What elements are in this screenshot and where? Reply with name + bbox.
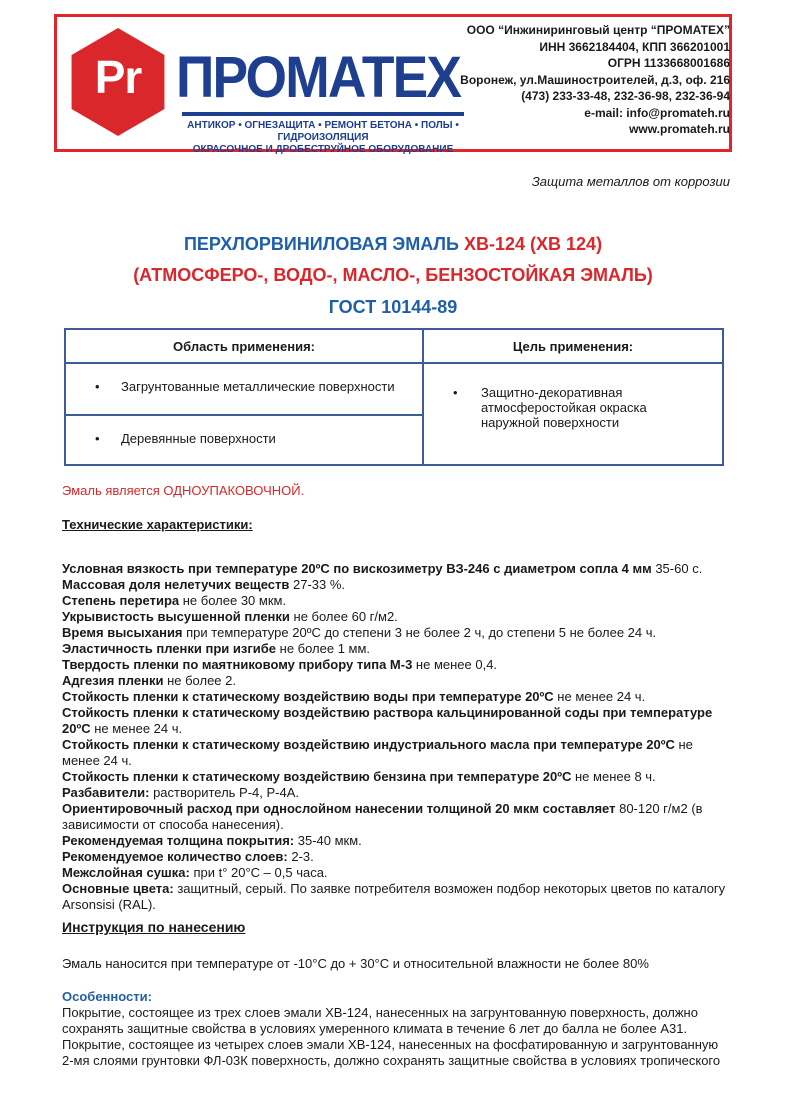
spec-item [62, 865, 726, 881]
spec-label: Рекомендуемое количество слоев: [62, 849, 288, 864]
spec-item [62, 785, 726, 801]
spec-label: Адгезия пленки [62, 673, 164, 688]
spec-label: Степень перетира [62, 593, 180, 608]
spec-item [62, 673, 726, 689]
features-text [62, 1005, 732, 1069]
company-address: Воронеж, ул.Машиностроителей, д.3, оф. 216 [460, 72, 730, 87]
spec-item [62, 593, 726, 609]
table-header-area: Область применения: [65, 329, 423, 363]
document-subtitle: Защита металлов от коррозии [531, 174, 730, 189]
spec-label: Укрывистость высушенной пленки [62, 609, 290, 624]
spec-item [62, 801, 726, 833]
features-line: 2-мя слоями грунтовки ФЛ-03К поверхность, должно сохранять защитные свойства в условиях тропического [62, 1053, 721, 1068]
spec-value: при температуре 20ºС до степени 3 не более 2 ч, до степени 5 не более 24 ч. [182, 625, 657, 640]
spec-value: не более 30 мкм. [179, 593, 287, 608]
spec-item [62, 849, 726, 865]
spec-label: Ориентировочный расход при однослойном нанесении толщиной 20 мкм составляет [62, 801, 616, 816]
spec-label: Стойкость пленки к статическому воздействию раствора кальцинированной соды при температуре 20ºС [62, 705, 713, 736]
instruction-text: Эмаль наносится при температуре от -10°С до + 30°С и относительной влажности не более 80% [62, 956, 649, 971]
spec-value: не более 2. [163, 673, 236, 688]
application-table [64, 328, 724, 466]
bullet-icon: • [95, 431, 100, 446]
instruction-heading: Инструкция по нанесению [62, 919, 246, 935]
logo-mark: Pr [94, 51, 142, 103]
features-heading: Особенности: [62, 989, 152, 1004]
spec-item [62, 737, 726, 769]
spec-label: Основные цвета: [62, 881, 174, 896]
title-product-code: ХВ-124 (ХВ 124) [464, 234, 603, 254]
brand-underline [182, 112, 464, 116]
spec-label: Эластичность пленки при изгибе [62, 641, 277, 656]
spec-label: Рекомендуемая толщина покрытия: [62, 833, 295, 848]
spec-value: не менее 0,4. [412, 657, 498, 672]
company-ogrn: ОГРН 1133668001686 [607, 56, 730, 70]
company-website: www.promateh.ru [629, 122, 730, 136]
spec-label: Условная вязкость при температуре 20ºС по вискозиметру ВЗ-246 с диаметром сопла 4 мм [62, 561, 652, 576]
area-item-metal [65, 363, 423, 415]
spec-value: не менее 24 ч. [90, 721, 183, 736]
spec-list [62, 561, 726, 913]
spec-label: Разбавители: [62, 785, 150, 800]
spec-item [62, 881, 726, 913]
spec-label: Стойкость пленки к статическому воздействию индустриального масла при температуре 20ºС [62, 737, 675, 752]
spec-value: 80-120 г/м2 (в зависимости от способа нанесения). [62, 801, 703, 832]
spec-label: Межслойная сушка: [62, 865, 190, 880]
title-line-2: (АТМОСФЕРО-, ВОДО-, МАСЛО-, БЕНЗОСТОЙКАЯ ЭМАЛЬ) [133, 265, 653, 285]
tech-heading: Технические характеристики: [62, 517, 253, 532]
purpose-item [423, 363, 723, 465]
purpose-item-label: Защитно-декоративная атмосферостойкая окраска наружной поверхности [481, 385, 647, 430]
spec-value: не менее 8 ч. [571, 769, 656, 784]
features-line: сохранять защитные свойства в условиях умеренного климата в течение 6 лет до балла не более А31. [62, 1021, 688, 1036]
spec-item [62, 769, 726, 785]
table-header-purpose: Цель применения: [423, 329, 723, 363]
spec-label: Стойкость пленки к статическому воздействию бензина при температуре 20ºС [62, 769, 572, 784]
spec-value: не менее 24 ч. [553, 689, 646, 704]
features-line: Покрытие, состоящее из трех слоев эмали ХВ-124, нанесенных на загрунтованную поверхность, должно [62, 1005, 698, 1020]
brand-name: ПРОМАТЕХ [176, 45, 461, 110]
spec-label: Время высыхания [62, 625, 183, 640]
title-line-1 [0, 234, 786, 255]
title-product-type: ПЕРХЛОРВИНИЛОВАЯ ЭМАЛЬ [183, 234, 459, 254]
spec-value: 35-60 с. [651, 561, 703, 576]
area-item-label: Деревянные поверхности [121, 431, 276, 446]
company-inn: ИНН 3662184404, КПП 366201001 [539, 39, 730, 54]
spec-value: при t° 20°С – 0,5 часа. [189, 865, 328, 880]
spec-item [62, 577, 726, 593]
spec-value: не менее 24 ч. [62, 737, 693, 768]
company-name: ООО “Инжиниринговый центр “ПРОМАТЕХ” [466, 23, 730, 37]
area-item-wood [65, 415, 423, 465]
spec-value: растворитель Р-4, Р-4А. [149, 785, 300, 800]
spec-value: не более 1 мм. [276, 641, 371, 656]
features-line: Покрытие, состоящее из четырех слоев эмали ХВ-124, нанесенных на фосфатированную и загрунтованную [62, 1037, 719, 1052]
spec-value: 2-3. [287, 849, 314, 864]
company-info [460, 22, 730, 138]
spec-value: не более 60 г/м2. [289, 609, 398, 624]
spec-value: 27-33 %. [289, 577, 346, 592]
bullet-icon: • [453, 385, 458, 400]
spec-label: Твердость пленки по маятниковому прибору типа М-3 [62, 657, 413, 672]
company-phones: (473) 233-33-48, 232-36-98, 232-36-94 [521, 89, 730, 103]
spec-item [62, 689, 726, 705]
spec-item [62, 705, 726, 737]
area-item-label: Загрунтованные металлические поверхности [121, 379, 395, 394]
tagline-line-2: ОКРАСОЧНОЕ И ДРОБЕСТРУЙНОЕ ОБОРУДОВАНИЕ [192, 144, 454, 155]
tagline-line-1: АНТИКОР • ОГНЕЗАЩИТА • РЕМОНТ БЕТОНА • ПОЛЫ • ГИДРОИЗОЛЯЦИЯ [187, 120, 459, 143]
spec-item [62, 625, 726, 641]
spec-item [62, 609, 726, 625]
spec-label: Стойкость пленки к статическому воздействию воды при температуре 20ºС [62, 689, 554, 704]
spec-item [62, 833, 726, 849]
title-standard: ГОСТ 10144-89 [328, 297, 458, 317]
spec-value: 35-40 мкм. [294, 833, 362, 848]
spec-item [62, 561, 726, 577]
bullet-icon: • [95, 379, 100, 394]
company-email: e-mail: info@promateh.ru [584, 105, 730, 120]
tagline [158, 120, 488, 156]
spec-value: защитный, серый. По заявке потребителя возможен подбор некоторых цветов по каталогу Arsonsisi (RAL). [62, 881, 726, 912]
spec-item [62, 641, 726, 657]
spec-item [62, 657, 726, 673]
spec-label: Массовая доля нелетучих веществ [62, 577, 290, 592]
single-pack-note: Эмаль является ОДНОУПАКОВОЧНОЙ. [62, 483, 305, 498]
